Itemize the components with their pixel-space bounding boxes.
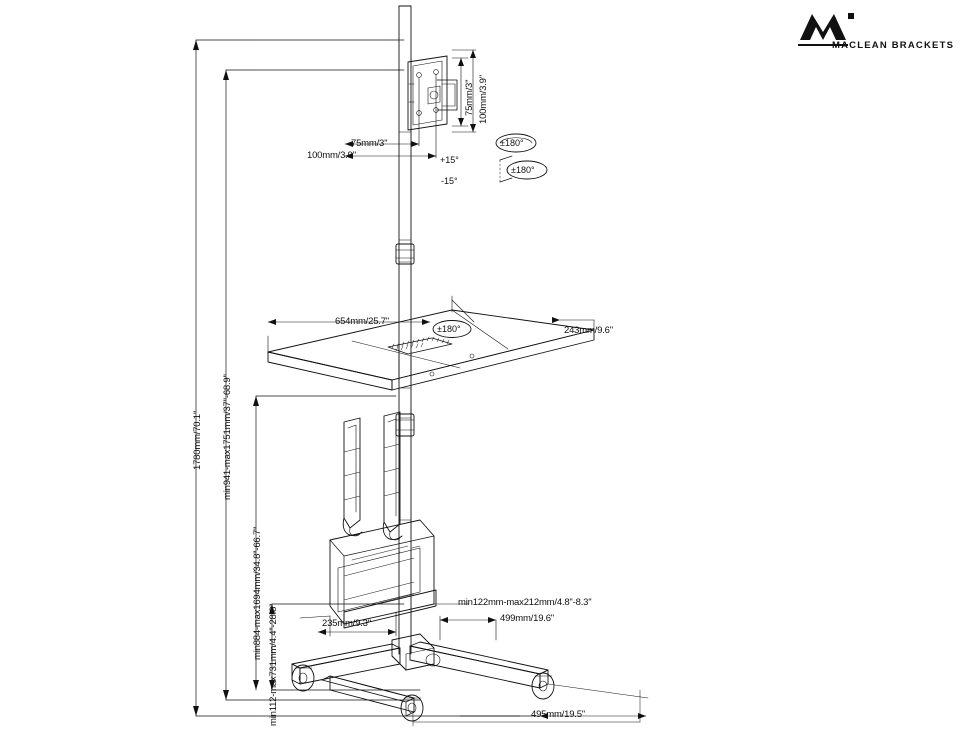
dim-vesa-width-75: 75mm/3'' bbox=[351, 138, 388, 149]
tilt-up-label: +15° bbox=[440, 155, 459, 165]
dim-shelf-height-range: min884-max1694mm/34.8''-66.7'' bbox=[252, 526, 263, 660]
brand-name: MACLEAN BRACKETS bbox=[832, 40, 955, 51]
tilt-down-label: -15° bbox=[441, 176, 458, 186]
badge-shelf-rotation: ±180° bbox=[437, 324, 461, 334]
dim-tray-height-range: min112-max731mm/4.4''-28.8'' bbox=[268, 603, 279, 726]
dim-base-depth: 499mm/19.6'' bbox=[500, 613, 555, 624]
dim-base-width: 495mm/19.5'' bbox=[531, 709, 586, 720]
dim-vesa-height-100: 100mm/3.9'' bbox=[478, 75, 489, 124]
dim-shelf-width: 654mm/25.7'' bbox=[335, 316, 390, 327]
brand-logo bbox=[790, 10, 958, 56]
dim-monitor-height-range: min941-max1751mm/37''-68.9'' bbox=[222, 374, 233, 500]
badge-monitor-rotation: ±180° bbox=[500, 138, 524, 148]
dim-cpu-holder-width: 235mm/9.3'' bbox=[322, 618, 371, 629]
dim-laptop-holder-range: min122mm-max212mm/4.8''-8.3'' bbox=[458, 597, 592, 608]
badge-monitor-swivel: ±180° bbox=[511, 165, 535, 175]
dim-shelf-depth: 243mm/9.6'' bbox=[564, 325, 613, 336]
dim-vesa-width-100: 100mm/3.9'' bbox=[307, 150, 356, 161]
dim-overall-height: 1780mm/70.1'' bbox=[192, 410, 203, 470]
dim-vesa-height-75: 75mm/3'' bbox=[464, 79, 475, 116]
